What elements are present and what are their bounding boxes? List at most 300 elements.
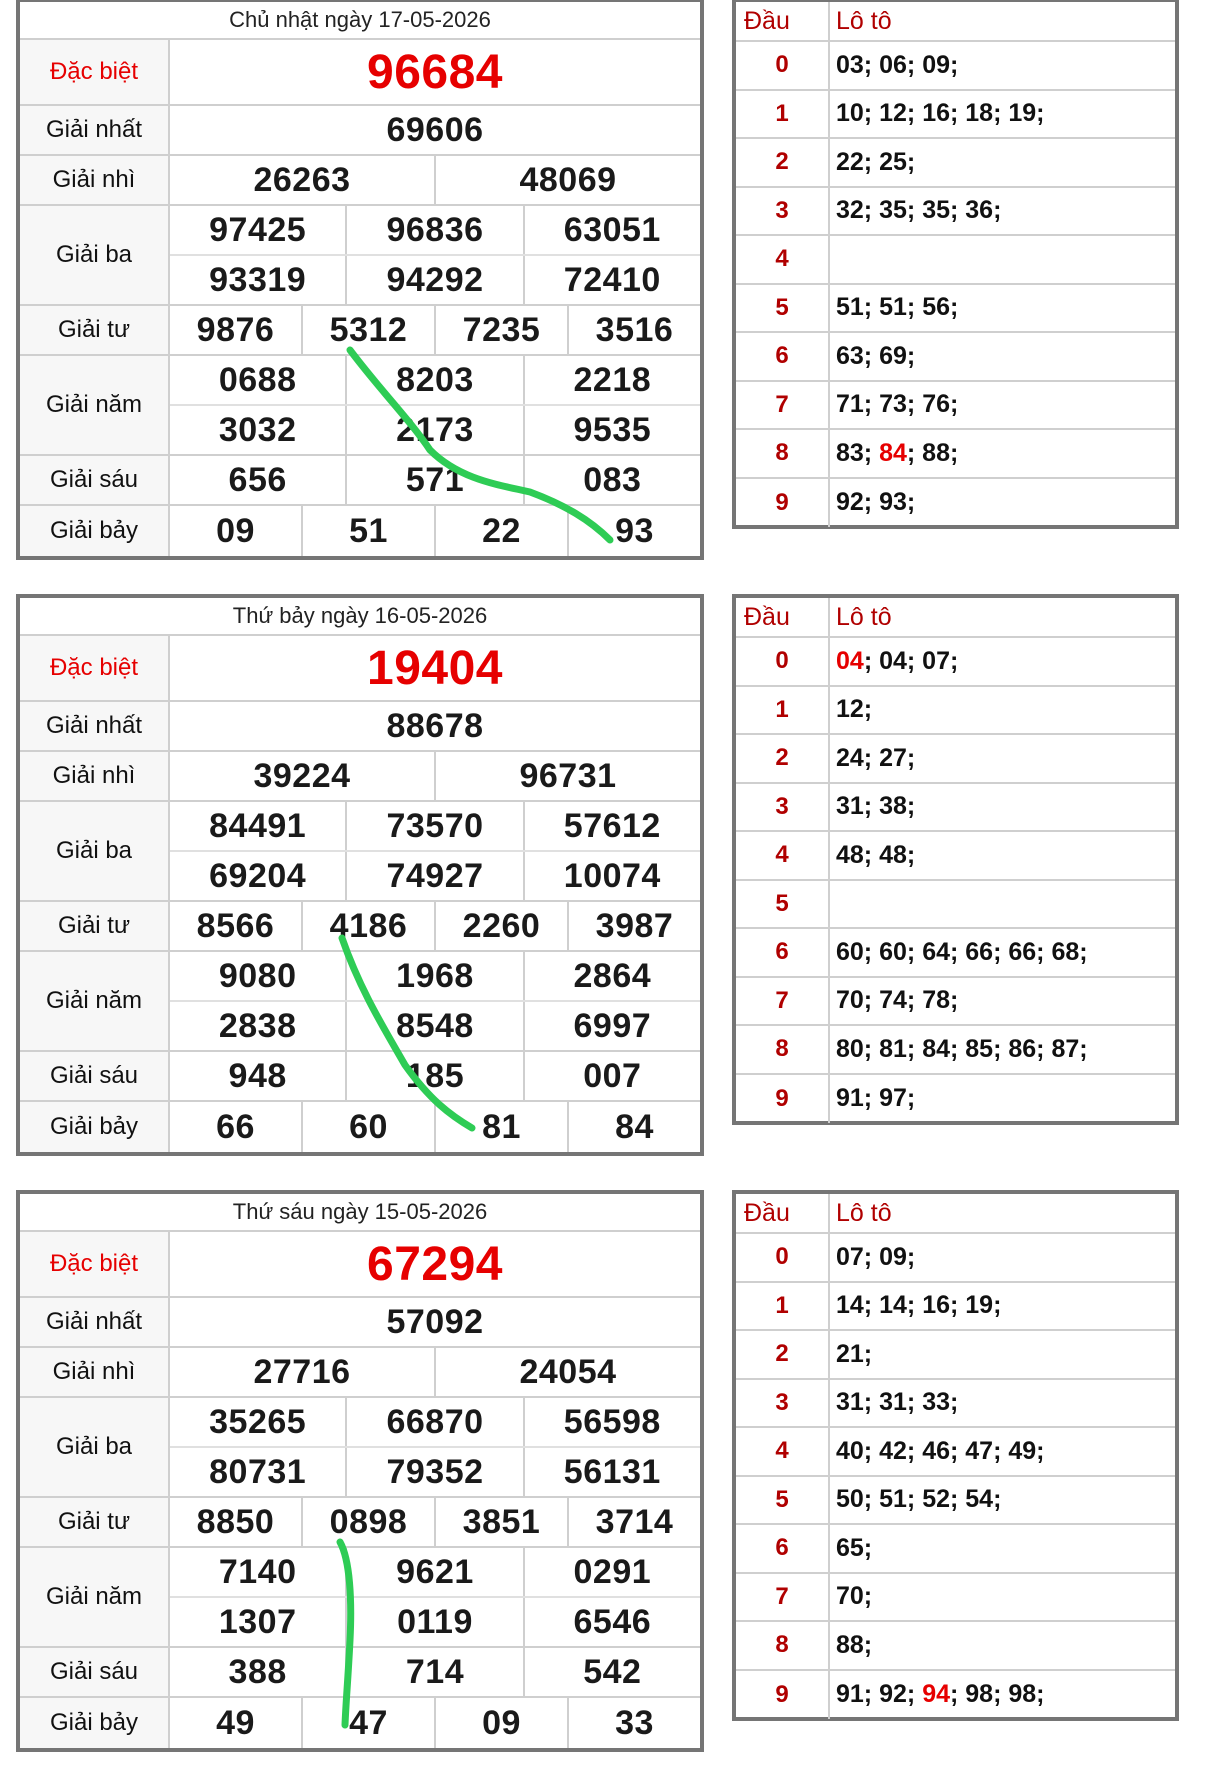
prize-values xyxy=(170,456,700,504)
loto-head-digit: 7 xyxy=(736,1574,830,1621)
results-table xyxy=(16,1190,704,1752)
loto-head-digit: 3 xyxy=(736,188,830,235)
loto-number: 86; xyxy=(1008,1034,1052,1063)
prize-line xyxy=(170,702,700,750)
loto-number: 35; xyxy=(922,196,966,225)
prize-number: 33 xyxy=(567,1698,700,1748)
prize-values xyxy=(170,1232,700,1296)
loto-numbers xyxy=(830,285,1175,332)
prize-number: 0291 xyxy=(523,1548,700,1596)
loto-numbers xyxy=(830,479,1175,528)
prize-line xyxy=(170,1348,700,1396)
prize-number: 388 xyxy=(228,1652,287,1691)
prize-line xyxy=(170,106,700,154)
loto-number: 09; xyxy=(879,1242,916,1271)
prize-number: 63051 xyxy=(523,206,700,254)
prize-number: 0119 xyxy=(345,1598,522,1646)
prize-label: Giải nhất xyxy=(20,702,170,750)
loto-numbers xyxy=(830,91,1175,138)
loto-number: 33; xyxy=(922,1388,959,1417)
loto-numbers xyxy=(830,881,1175,928)
loto-numbers xyxy=(830,784,1175,831)
loto-numbers xyxy=(830,638,1175,685)
loto-numbers xyxy=(830,1477,1175,1524)
loto-number: 18; xyxy=(965,99,1009,128)
loto-numbers xyxy=(830,1026,1175,1073)
loto-head-label: Đầu xyxy=(736,2,830,40)
loto-number: 65; xyxy=(836,1533,873,1562)
prize-line xyxy=(170,636,700,700)
prize-row-seventh xyxy=(20,506,700,556)
loto-head-label: Đầu xyxy=(736,1194,830,1232)
loto-head-digit: 6 xyxy=(736,333,830,380)
loto-number: 60; xyxy=(879,937,923,966)
prize-row-third xyxy=(20,802,700,902)
prize-number: 2260 xyxy=(434,902,567,950)
prize-number: 8203 xyxy=(345,356,522,404)
prize-number: 57092 xyxy=(386,1302,484,1341)
prize-label: Giải năm xyxy=(20,952,170,1050)
prize-values xyxy=(170,206,700,304)
prize-line xyxy=(170,404,700,454)
prize-values xyxy=(170,106,700,154)
prize-line xyxy=(170,1648,700,1696)
prize-number: 6546 xyxy=(523,1598,700,1646)
prize-number: 1968 xyxy=(345,952,522,1000)
loto-head-digit: 1 xyxy=(736,1283,830,1330)
loto-number: 91; xyxy=(836,1680,880,1709)
special-prize-number: 19404 xyxy=(367,641,503,695)
prize-label: Đặc biệt xyxy=(20,1232,170,1296)
loto-numbers xyxy=(830,1671,1175,1720)
loto-number: ; 88; xyxy=(906,438,959,467)
prize-label: Giải nhì xyxy=(20,156,170,204)
prize-values xyxy=(170,702,700,750)
loto-row xyxy=(736,687,1175,736)
loto-number: 54; xyxy=(965,1485,1002,1514)
loto-table xyxy=(732,1190,1179,1721)
prize-values xyxy=(170,1348,700,1396)
loto-row xyxy=(736,139,1175,188)
loto-row xyxy=(736,91,1175,140)
prize-number: 007 xyxy=(523,1052,700,1100)
prize-number: 97425 xyxy=(209,210,307,249)
prize-number: 24054 xyxy=(434,1348,700,1396)
prize-label: Đặc biệt xyxy=(20,40,170,104)
loto-head-digit: 5 xyxy=(736,881,830,928)
prize-row-fourth xyxy=(20,1498,700,1548)
prize-row-fifth xyxy=(20,356,700,456)
loto-number: 98; xyxy=(1008,1680,1045,1709)
prize-line xyxy=(170,850,700,900)
loto-number: 31; xyxy=(836,1388,880,1417)
loto-number: 74; xyxy=(879,986,923,1015)
loto-number: 31; xyxy=(879,1388,923,1417)
loto-number: 66; xyxy=(965,937,1009,966)
loto-number: 80; xyxy=(836,1034,880,1063)
loto-head-digit: 1 xyxy=(736,91,830,138)
loto-numbers xyxy=(830,978,1175,1025)
loto-number: 51; xyxy=(836,293,880,322)
results-table xyxy=(16,594,704,1156)
loto-number: 91; xyxy=(836,1084,880,1113)
prize-number: 84 xyxy=(567,1102,700,1152)
prize-number: 948 xyxy=(228,1056,287,1095)
loto-header xyxy=(736,1194,1175,1234)
loto-number-highlight: 84 xyxy=(879,438,907,467)
prize-number: 3851 xyxy=(434,1498,567,1546)
loto-number: 69; xyxy=(879,341,916,370)
loto-number: 16; xyxy=(922,99,966,128)
prize-label: Giải năm xyxy=(20,356,170,454)
loto-number: 31; xyxy=(836,792,880,821)
loto-number: 48; xyxy=(836,840,880,869)
prize-row-sixth xyxy=(20,1052,700,1102)
prize-row-special xyxy=(20,40,700,106)
loto-number: 19; xyxy=(1008,99,1045,128)
loto-number: 38; xyxy=(879,792,916,821)
prize-line xyxy=(170,40,700,104)
prize-label: Giải ba xyxy=(20,206,170,304)
loto-number: ; 98; xyxy=(950,1680,1009,1709)
loto-row xyxy=(736,1380,1175,1429)
loto-row xyxy=(736,1477,1175,1526)
loto-numbers xyxy=(830,1075,1175,1124)
loto-row xyxy=(736,1075,1175,1124)
prize-row-first xyxy=(20,1298,700,1348)
loto-number: 51; xyxy=(879,293,923,322)
loto-number: 70; xyxy=(836,1582,873,1611)
prize-label: Giải bảy xyxy=(20,1698,170,1748)
loto-number: 92; xyxy=(879,1680,923,1709)
prize-number: 8548 xyxy=(345,1002,522,1050)
prize-row-fourth xyxy=(20,902,700,952)
loto-numbers xyxy=(830,236,1175,283)
prize-number: 3516 xyxy=(567,306,700,354)
loto-number: 14; xyxy=(879,1291,923,1320)
loto-number: 12; xyxy=(879,99,923,128)
loto-number: 63; xyxy=(836,341,880,370)
prize-number: 48069 xyxy=(434,156,700,204)
prize-line xyxy=(170,752,700,800)
prize-row-second xyxy=(20,752,700,802)
loto-head-digit: 6 xyxy=(736,1525,830,1572)
prize-values xyxy=(170,636,700,700)
loto-number: 60; xyxy=(836,937,880,966)
prize-number: 2864 xyxy=(523,952,700,1000)
prize-line xyxy=(170,306,700,354)
prize-number: 66870 xyxy=(345,1398,522,1446)
prize-values xyxy=(170,752,700,800)
prize-number: 22 xyxy=(434,506,567,556)
loto-body-label: Lô tô xyxy=(836,6,892,35)
draw-date-title: Thứ sáu ngày 15-05-2026 xyxy=(20,1194,700,1232)
prize-number: 3032 xyxy=(218,410,297,449)
loto-numbers xyxy=(830,1331,1175,1378)
prize-number: 60 xyxy=(301,1102,434,1152)
loto-numbers xyxy=(830,687,1175,734)
prize-values xyxy=(170,802,700,900)
loto-numbers xyxy=(830,139,1175,186)
prize-label: Giải tư xyxy=(20,1498,170,1546)
prize-label: Giải tư xyxy=(20,902,170,950)
prize-row-seventh xyxy=(20,1102,700,1152)
loto-number: 84; xyxy=(922,1034,966,1063)
loto-number: 50; xyxy=(836,1485,880,1514)
loto-row xyxy=(736,430,1175,479)
loto-number: 16; xyxy=(922,1291,966,1320)
prize-line xyxy=(170,1232,700,1296)
loto-number: 97; xyxy=(879,1084,916,1113)
prize-line xyxy=(170,1446,700,1496)
loto-head-label: Đầu xyxy=(736,598,830,636)
prize-row-first xyxy=(20,106,700,156)
prize-number: 35265 xyxy=(209,1402,307,1441)
loto-number: 42; xyxy=(879,1436,923,1465)
loto-number: 51; xyxy=(879,1485,923,1514)
loto-number-highlight: 04 xyxy=(836,646,864,675)
loto-number: 85; xyxy=(965,1034,1009,1063)
prize-number: 09 xyxy=(434,1698,567,1748)
loto-head-digit: 0 xyxy=(736,638,830,685)
loto-table xyxy=(732,594,1179,1125)
loto-head-digit: 5 xyxy=(736,285,830,332)
loto-number: 93; xyxy=(879,488,916,517)
loto-head-digit: 3 xyxy=(736,784,830,831)
loto-head-digit: 7 xyxy=(736,382,830,429)
loto-number: 10; xyxy=(836,99,880,128)
prize-row-special xyxy=(20,1232,700,1298)
prize-number: 39224 xyxy=(253,756,351,795)
loto-number: 03; xyxy=(836,50,880,79)
loto-row xyxy=(736,784,1175,833)
prize-number: 66 xyxy=(216,1107,255,1146)
prize-label: Giải tư xyxy=(20,306,170,354)
loto-header xyxy=(736,598,1175,638)
loto-number: 68; xyxy=(1051,937,1088,966)
prize-number: 8566 xyxy=(196,906,275,945)
prize-line xyxy=(170,1298,700,1346)
prize-line xyxy=(170,1548,700,1596)
prize-number: 79352 xyxy=(345,1448,522,1496)
loto-row xyxy=(736,1525,1175,1574)
loto-head-digit: 8 xyxy=(736,1026,830,1073)
prize-values xyxy=(170,1698,700,1748)
loto-number: 06; xyxy=(879,50,923,79)
loto-head-digit: 0 xyxy=(736,1234,830,1281)
loto-row xyxy=(736,188,1175,237)
prize-row-third xyxy=(20,206,700,306)
prize-number: 2838 xyxy=(218,1006,297,1045)
prize-row-second xyxy=(20,156,700,206)
prize-number: 56598 xyxy=(523,1398,700,1446)
loto-number: 78; xyxy=(922,986,959,1015)
loto-number: 49; xyxy=(1008,1436,1045,1465)
loto-number: 46; xyxy=(922,1436,966,1465)
loto-number: 25; xyxy=(879,147,916,176)
prize-label: Giải nhì xyxy=(20,1348,170,1396)
prize-line xyxy=(170,254,700,304)
loto-number: 88; xyxy=(836,1630,873,1659)
prize-number: 3987 xyxy=(567,902,700,950)
loto-row xyxy=(736,978,1175,1027)
loto-row xyxy=(736,881,1175,930)
prize-number: 9080 xyxy=(218,956,297,995)
loto-row xyxy=(736,1622,1175,1671)
prize-number: 81 xyxy=(434,1102,567,1152)
prize-number: 656 xyxy=(228,460,287,499)
prize-label: Giải ba xyxy=(20,1398,170,1496)
loto-row xyxy=(736,479,1175,528)
prize-values xyxy=(170,1398,700,1496)
loto-number: 64; xyxy=(922,937,966,966)
prize-number: 542 xyxy=(523,1648,700,1696)
prize-line xyxy=(170,456,700,504)
prize-line xyxy=(170,1498,700,1546)
prize-number: 714 xyxy=(345,1648,522,1696)
prize-label: Đặc biệt xyxy=(20,636,170,700)
loto-head-digit: 0 xyxy=(736,42,830,89)
loto-head-digit: 2 xyxy=(736,1331,830,1378)
loto-head-digit: 7 xyxy=(736,978,830,1025)
loto-numbers xyxy=(830,42,1175,89)
loto-number: 70; xyxy=(836,986,880,1015)
prize-number: 27716 xyxy=(253,1352,351,1391)
loto-numbers xyxy=(830,1525,1175,1572)
loto-row xyxy=(736,1331,1175,1380)
special-prize-number: 96684 xyxy=(367,45,503,99)
prize-number: 74927 xyxy=(345,852,522,900)
loto-numbers xyxy=(830,382,1175,429)
prize-values xyxy=(170,1498,700,1546)
loto-number-highlight: 94 xyxy=(922,1680,950,1709)
prize-line xyxy=(170,506,700,556)
prize-label: Giải năm xyxy=(20,1548,170,1646)
prize-number: 69204 xyxy=(209,856,307,895)
loto-number: 36; xyxy=(965,196,1002,225)
loto-table xyxy=(732,0,1179,529)
draw-block xyxy=(0,1192,1207,1782)
prize-number: 8850 xyxy=(196,1502,275,1541)
prize-number: 93 xyxy=(567,506,700,556)
loto-number: 56; xyxy=(922,293,959,322)
prize-number: 09 xyxy=(216,511,255,550)
prize-number: 7235 xyxy=(434,306,567,354)
loto-number: 76; xyxy=(922,390,959,419)
loto-number: 09; xyxy=(922,50,959,79)
prize-number: 6997 xyxy=(523,1002,700,1050)
loto-row xyxy=(736,832,1175,881)
loto-numbers xyxy=(830,1380,1175,1427)
draw-date-title: Thứ bảy ngày 16-05-2026 xyxy=(20,598,700,636)
prize-row-third xyxy=(20,1398,700,1498)
special-prize-number: 67294 xyxy=(367,1237,503,1291)
prize-label: Giải bảy xyxy=(20,1102,170,1152)
prize-label: Giải nhất xyxy=(20,1298,170,1346)
loto-row xyxy=(736,1234,1175,1283)
loto-numbers xyxy=(830,1574,1175,1621)
prize-row-fifth xyxy=(20,1548,700,1648)
loto-row xyxy=(736,333,1175,382)
prize-values xyxy=(170,40,700,104)
prize-number: 88678 xyxy=(386,706,484,745)
loto-number: 87; xyxy=(1051,1034,1088,1063)
prize-number: 96836 xyxy=(345,206,522,254)
prize-row-special xyxy=(20,636,700,702)
loto-row xyxy=(736,285,1175,334)
prize-number: 57612 xyxy=(523,802,700,850)
loto-head-digit: 2 xyxy=(736,735,830,782)
prize-line xyxy=(170,1398,700,1446)
prize-label: Giải nhì xyxy=(20,752,170,800)
prize-row-fourth xyxy=(20,306,700,356)
loto-head-digit: 9 xyxy=(736,1671,830,1720)
loto-head-digit: 8 xyxy=(736,1622,830,1669)
prize-number: 26263 xyxy=(253,160,351,199)
loto-row xyxy=(736,929,1175,978)
prize-number: 083 xyxy=(523,456,700,504)
loto-head-digit: 9 xyxy=(736,1075,830,1124)
prize-values xyxy=(170,902,700,950)
prize-line xyxy=(170,356,700,404)
loto-head-digit: 4 xyxy=(736,832,830,879)
loto-numbers xyxy=(830,1622,1175,1669)
prize-number: 1307 xyxy=(218,1602,297,1641)
prize-number: 9876 xyxy=(196,310,275,349)
prize-number: 56131 xyxy=(523,1448,700,1496)
loto-head-digit: 1 xyxy=(736,687,830,734)
loto-body-label: Lô tô xyxy=(836,1198,892,1227)
loto-number: ; 04; xyxy=(863,646,923,675)
prize-number: 84491 xyxy=(209,806,307,845)
prize-values xyxy=(170,356,700,454)
prize-number: 47 xyxy=(301,1698,434,1748)
results-table xyxy=(16,0,704,560)
loto-number: 27; xyxy=(879,743,916,772)
loto-head-digit: 2 xyxy=(736,139,830,186)
loto-head-digit: 9 xyxy=(736,479,830,528)
draw-date-title: Chủ nhật ngày 17-05-2026 xyxy=(20,2,700,40)
draw-block xyxy=(0,596,1207,1186)
loto-numbers xyxy=(830,333,1175,380)
loto-row xyxy=(736,1574,1175,1623)
loto-numbers xyxy=(830,188,1175,235)
prize-values xyxy=(170,1052,700,1100)
prize-number: 72410 xyxy=(523,256,700,304)
prize-line xyxy=(170,802,700,850)
loto-numbers xyxy=(830,735,1175,782)
loto-head-digit: 4 xyxy=(736,236,830,283)
loto-number: 48; xyxy=(879,840,916,869)
loto-number: 22; xyxy=(836,147,880,176)
prize-number: 2173 xyxy=(345,406,522,454)
prize-row-sixth xyxy=(20,456,700,506)
loto-head-digit: 3 xyxy=(736,1380,830,1427)
prize-line xyxy=(170,206,700,254)
prize-label: Giải sáu xyxy=(20,1648,170,1696)
prize-label: Giải sáu xyxy=(20,1052,170,1100)
prize-number: 10074 xyxy=(523,852,700,900)
prize-number: 51 xyxy=(301,506,434,556)
prize-number: 69606 xyxy=(386,110,484,149)
loto-number: 66; xyxy=(1008,937,1052,966)
prize-number: 4186 xyxy=(301,902,434,950)
loto-row xyxy=(736,1283,1175,1332)
loto-number: 71; xyxy=(836,390,880,419)
loto-number: 12; xyxy=(836,695,873,724)
loto-numbers xyxy=(830,1428,1175,1475)
prize-number: 73570 xyxy=(345,802,522,850)
